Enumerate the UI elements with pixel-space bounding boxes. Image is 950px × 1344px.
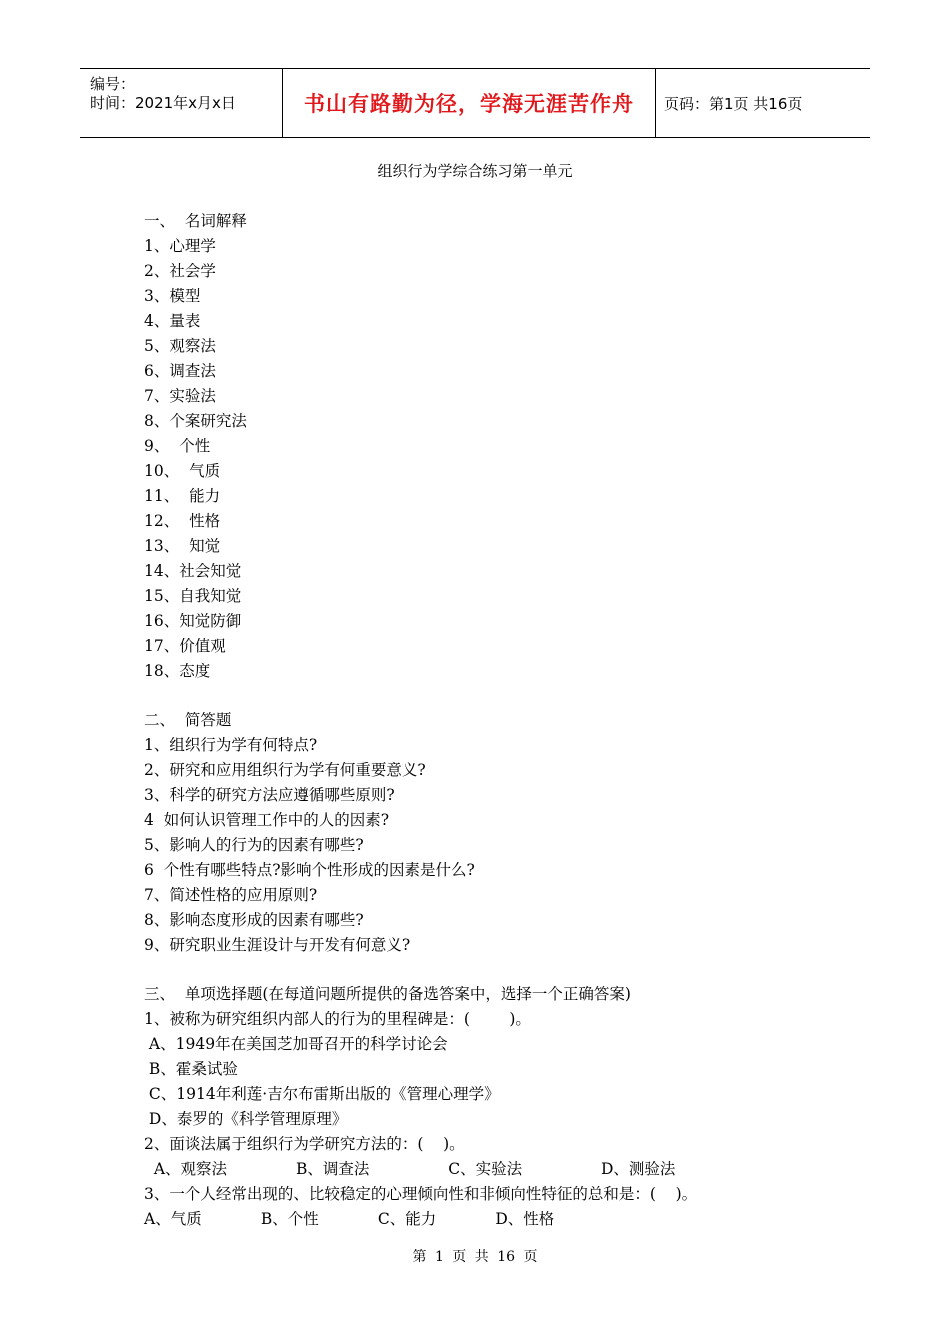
term-item: 7、实验法 <box>144 387 216 405</box>
term-item: 12、 性格 <box>144 512 221 530</box>
question-item: 8、影响态度形成的因素有哪些? <box>144 911 364 929</box>
term-item: 14、社会知觉 <box>144 562 242 580</box>
number-label: 编号： <box>90 75 136 93</box>
term-item: 17、价值观 <box>144 637 226 655</box>
header-page-info <box>656 69 870 137</box>
section-heading: 三、 单项选择题(在每道问题所提供的备选答案中，选择一个正确答案) <box>144 985 631 1003</box>
term-item: 2、社会学 <box>144 262 216 280</box>
term-item: 5、观察法 <box>144 337 216 355</box>
term-item: 15、自我知觉 <box>144 587 242 605</box>
question-item: 1、被称为研究组织内部人的行为的里程碑是：( )。 <box>144 1010 531 1028</box>
option-item: D、泰罗的《科学管理原理》 <box>144 1110 348 1128</box>
option-item: A、1949年在美国芝加哥召开的科学讨论会 <box>144 1035 448 1053</box>
term-item: 9、 个性 <box>144 437 211 455</box>
question-item: 5、影响人的行为的因素有哪些? <box>144 836 364 854</box>
term-item: 4、量表 <box>144 312 201 330</box>
option-row: A、气质 B、个性 C、能力 D、性格 <box>144 1210 555 1228</box>
question-item: 3、科学的研究方法应遵循哪些原则? <box>144 786 395 804</box>
option-row: A、观察法 B、调查法 C、实验法 D、测验法 <box>144 1160 676 1178</box>
option-item: C、1914年利莲·吉尔布雷斯出版的《管理心理学》 <box>144 1085 500 1103</box>
term-item: 1、心理学 <box>144 237 216 255</box>
term-item: 16、知觉防御 <box>144 612 242 630</box>
term-item: 6、调查法 <box>144 362 216 380</box>
option-item: B、霍桑试验 <box>144 1060 238 1078</box>
header-motto: 书山有路勤为径，学海无涯苦作舟 <box>282 69 656 137</box>
question-item: 7、简述性格的应用原则? <box>144 886 318 904</box>
question-item: 4 如何认识管理工作中的人的因素? <box>144 811 390 829</box>
page-header <box>80 68 870 138</box>
term-item: 11、 能力 <box>144 487 221 505</box>
section-heading: 一、 名词解释 <box>144 212 247 230</box>
document-title: 组织行为学综合练习第一单元 <box>377 162 573 180</box>
term-item: 3、模型 <box>144 287 201 305</box>
term-item: 18、态度 <box>144 662 211 680</box>
term-item: 8、个案研究法 <box>144 412 247 430</box>
question-item: 2、面谈法属于组织行为学研究方法的：( )。 <box>144 1135 465 1153</box>
section-heading: 二、 简答题 <box>144 711 232 729</box>
page-footer: 第 1 页 共 16 页 <box>412 1249 538 1265</box>
term-item: 10、 气质 <box>144 462 221 480</box>
time-label: 时间：2021年x月x日 <box>90 94 236 112</box>
question-item: 9、研究职业生涯设计与开发有何意义? <box>144 936 411 954</box>
question-item: 3、一个人经常出现的、比较稳定的心理倾向性和非倾向性特征的总和是：( )。 <box>144 1185 698 1203</box>
question-item: 2、研究和应用组织行为学有何重要意义? <box>144 761 426 779</box>
header-meta <box>80 69 282 137</box>
question-item: 1、组织行为学有何特点? <box>144 736 318 754</box>
page-info-text: 页码：第1页 共16页 <box>664 94 803 113</box>
term-item: 13、 知觉 <box>144 537 221 555</box>
question-item: 6 个性有哪些特点?影响个性形成的因素是什么? <box>144 861 475 879</box>
